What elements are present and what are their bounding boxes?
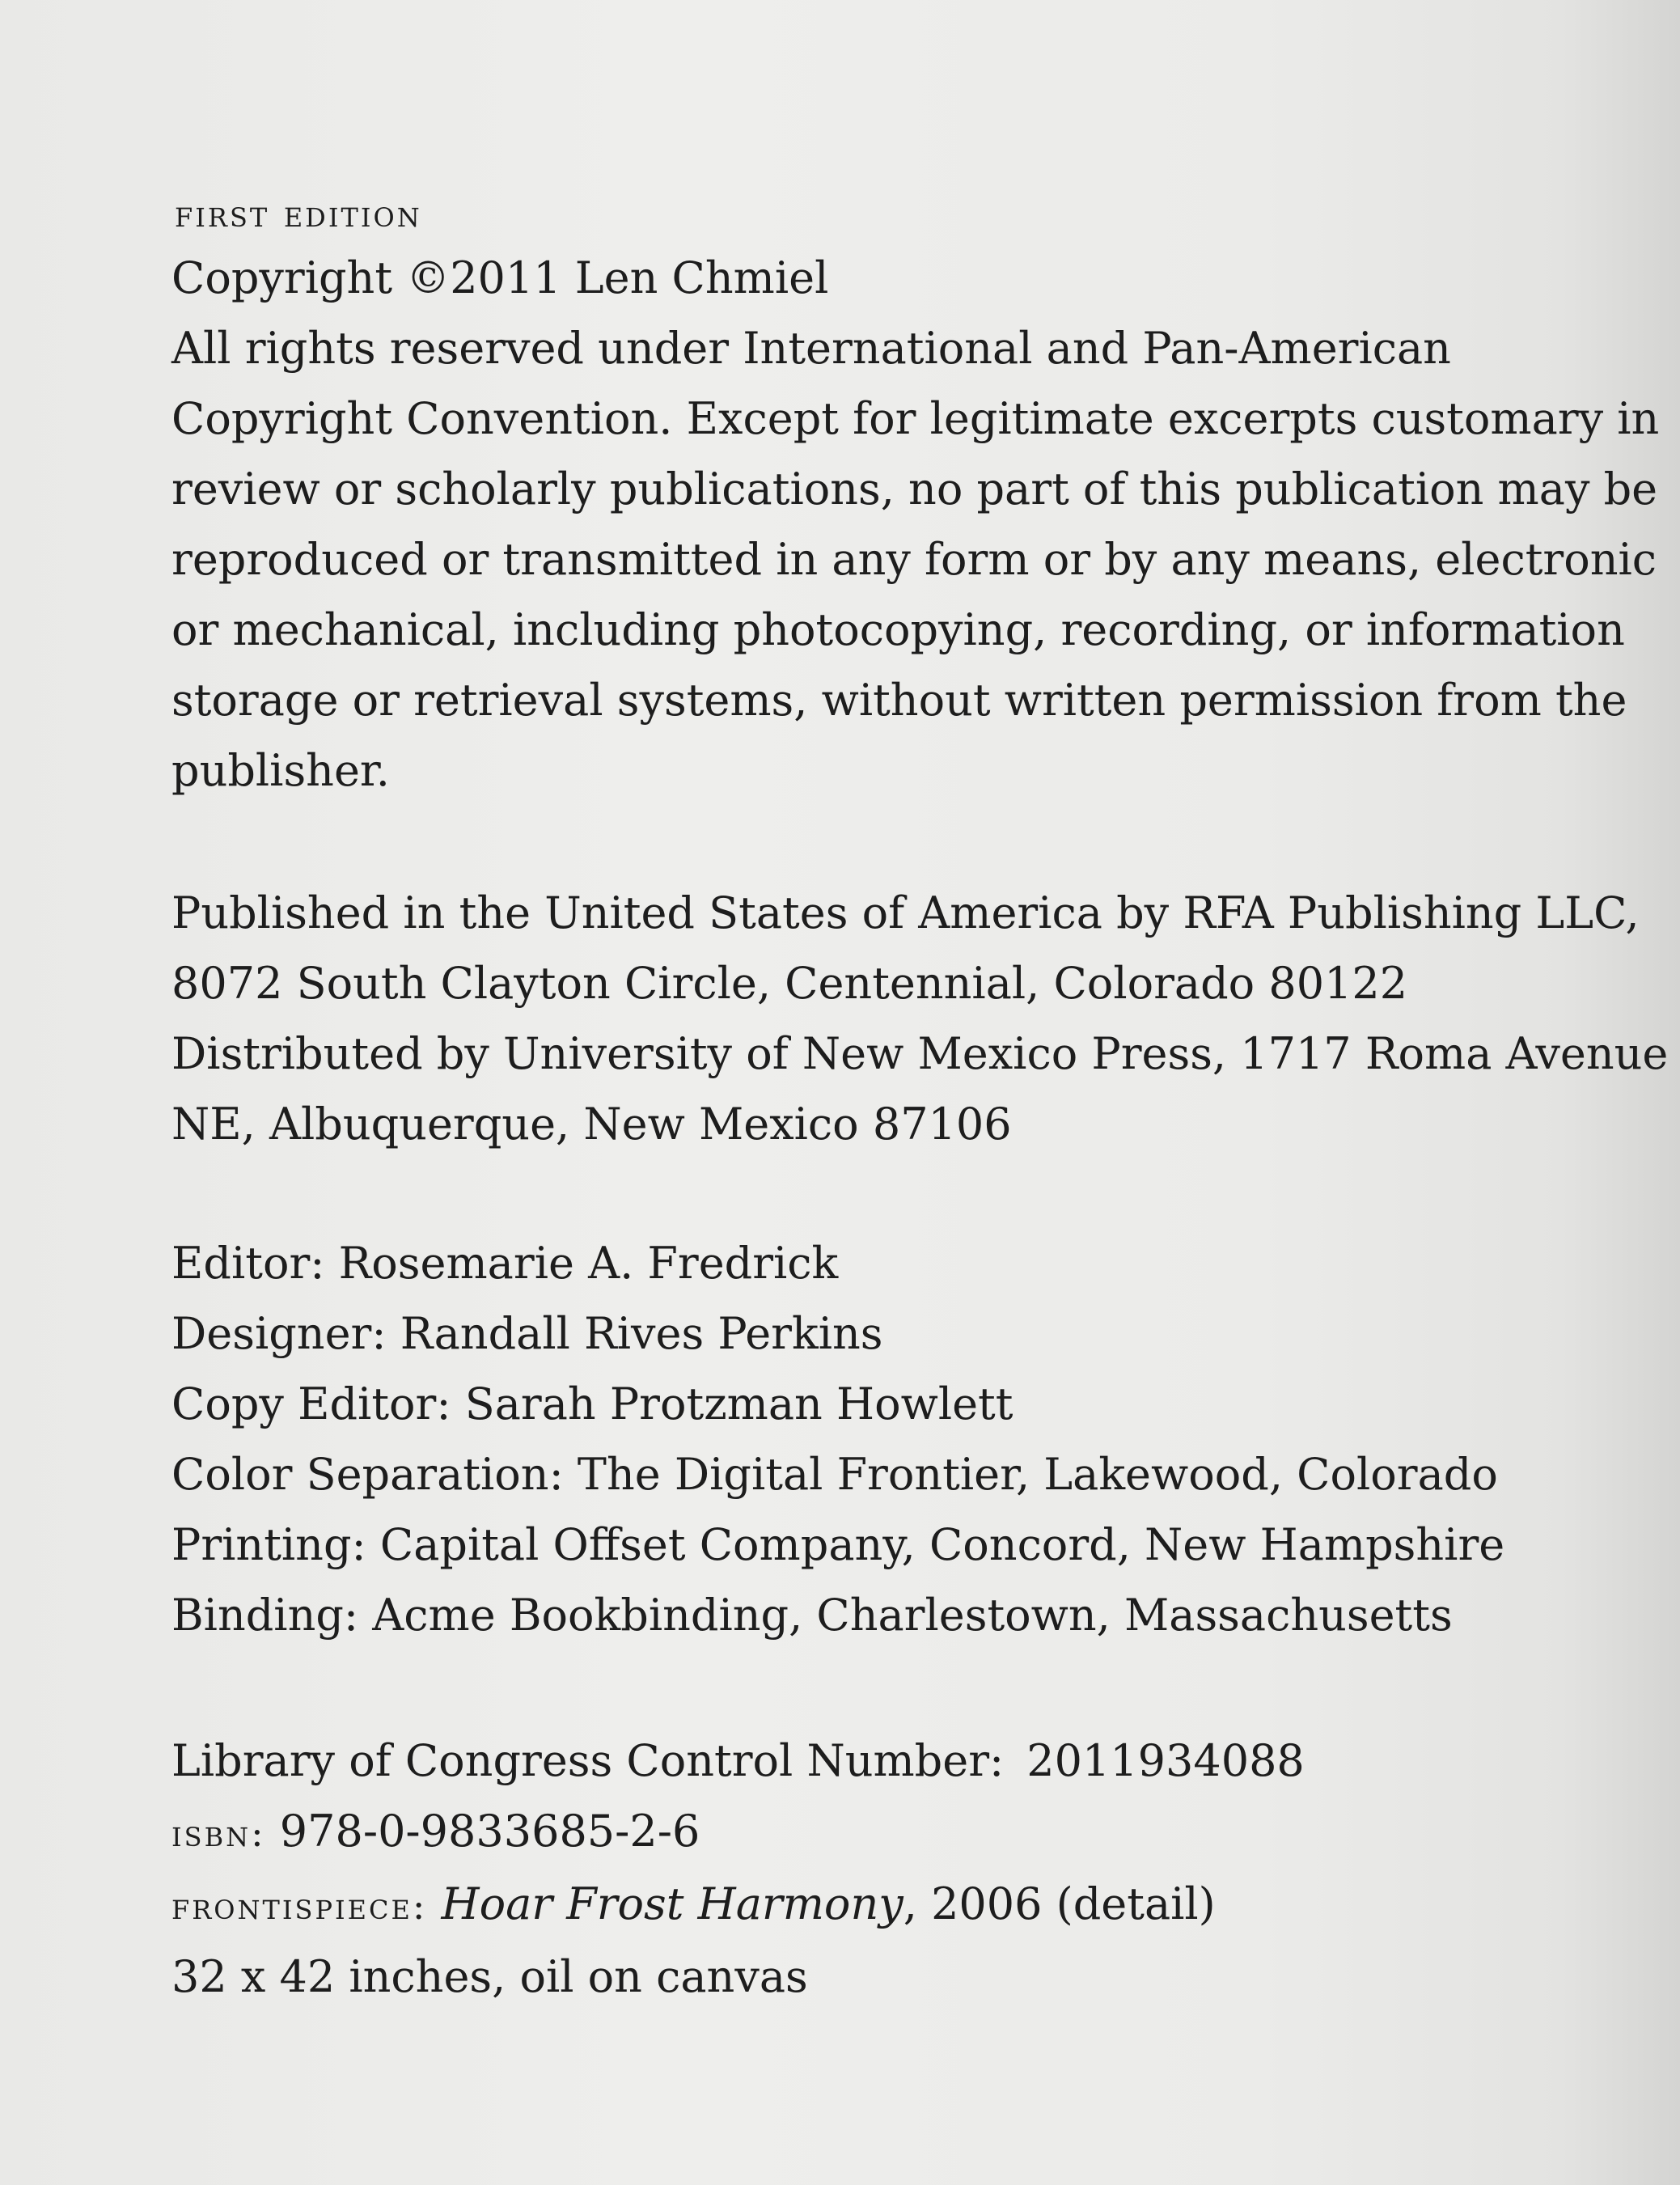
credit-designer: Designer: Randall Rives Perkins — [171, 1308, 883, 1359]
rights-line: All rights reserved under International and Pan-American — [171, 323, 1451, 374]
credit-editor: Editor: Rosemarie A. Fredrick — [171, 1238, 839, 1289]
credit-copy-editor: Copy Editor: Sarah Protzman Howlett — [171, 1378, 1014, 1429]
isbn-line — [171, 1796, 1547, 1869]
rights-line: review or scholarly publications, no part of this publication may be — [171, 464, 1658, 514]
publisher-line: Distributed by University of New Mexico Press, 1717 Roma Avenue — [171, 1028, 1669, 1079]
credit-binding: Binding: Acme Bookbinding, Charlestown, Massachusetts — [171, 1590, 1453, 1641]
isbn-value: 978-0-9833685-2-6 — [279, 1806, 700, 1857]
edition-heading: first edition — [175, 192, 422, 235]
dimensions-line: 32 x 42 inches, oil on canvas — [171, 1951, 808, 2002]
credit-color-separation: Color Separation: The Digital Frontier, Lakewood, Colorado — [171, 1449, 1498, 1500]
copyright-line: Copyright ©2011 Len Chmiel — [171, 252, 829, 303]
frontispiece-label: frontispiece: — [171, 1884, 428, 1928]
frontispiece-detail: , 2006 (detail) — [903, 1878, 1216, 1929]
rights-line: reproduced or transmitted in any form or by any means, electronic — [171, 534, 1657, 585]
rights-line: or mechanical, including photocopying, recording, or information — [171, 604, 1625, 655]
isbn-label: isbn: — [171, 1811, 266, 1855]
rights-line: publisher. — [171, 745, 390, 796]
publisher-line: NE, Albuquerque, New Mexico 87106 — [171, 1099, 1012, 1150]
lccn-value: 2011934088 — [1026, 1735, 1305, 1786]
frontispiece-line — [171, 1869, 1547, 1942]
rights-line: Copyright Convention. Except for legitimate excerpts customary in — [171, 393, 1660, 444]
publisher-line: Published in the United States of America by RFA Publishing LLC, — [171, 887, 1640, 938]
catalog-block — [171, 1726, 1547, 2012]
copyright-block — [171, 243, 1660, 806]
lccn-line — [171, 1726, 1547, 1796]
lccn-label: Library of Congress Control Number: — [171, 1735, 1005, 1786]
credits-block — [171, 1228, 1547, 1650]
publisher-line: 8072 South Clayton Circle, Centennial, Colorado 80122 — [171, 958, 1408, 1009]
frontispiece-title: Hoar Frost Harmony — [441, 1878, 903, 1929]
credit-printing: Printing: Capital Offset Company, Concord, New Hampshire — [171, 1519, 1505, 1570]
rights-line: storage or retrieval systems, without written permission from the — [171, 675, 1627, 726]
publisher-block — [171, 878, 1669, 1159]
